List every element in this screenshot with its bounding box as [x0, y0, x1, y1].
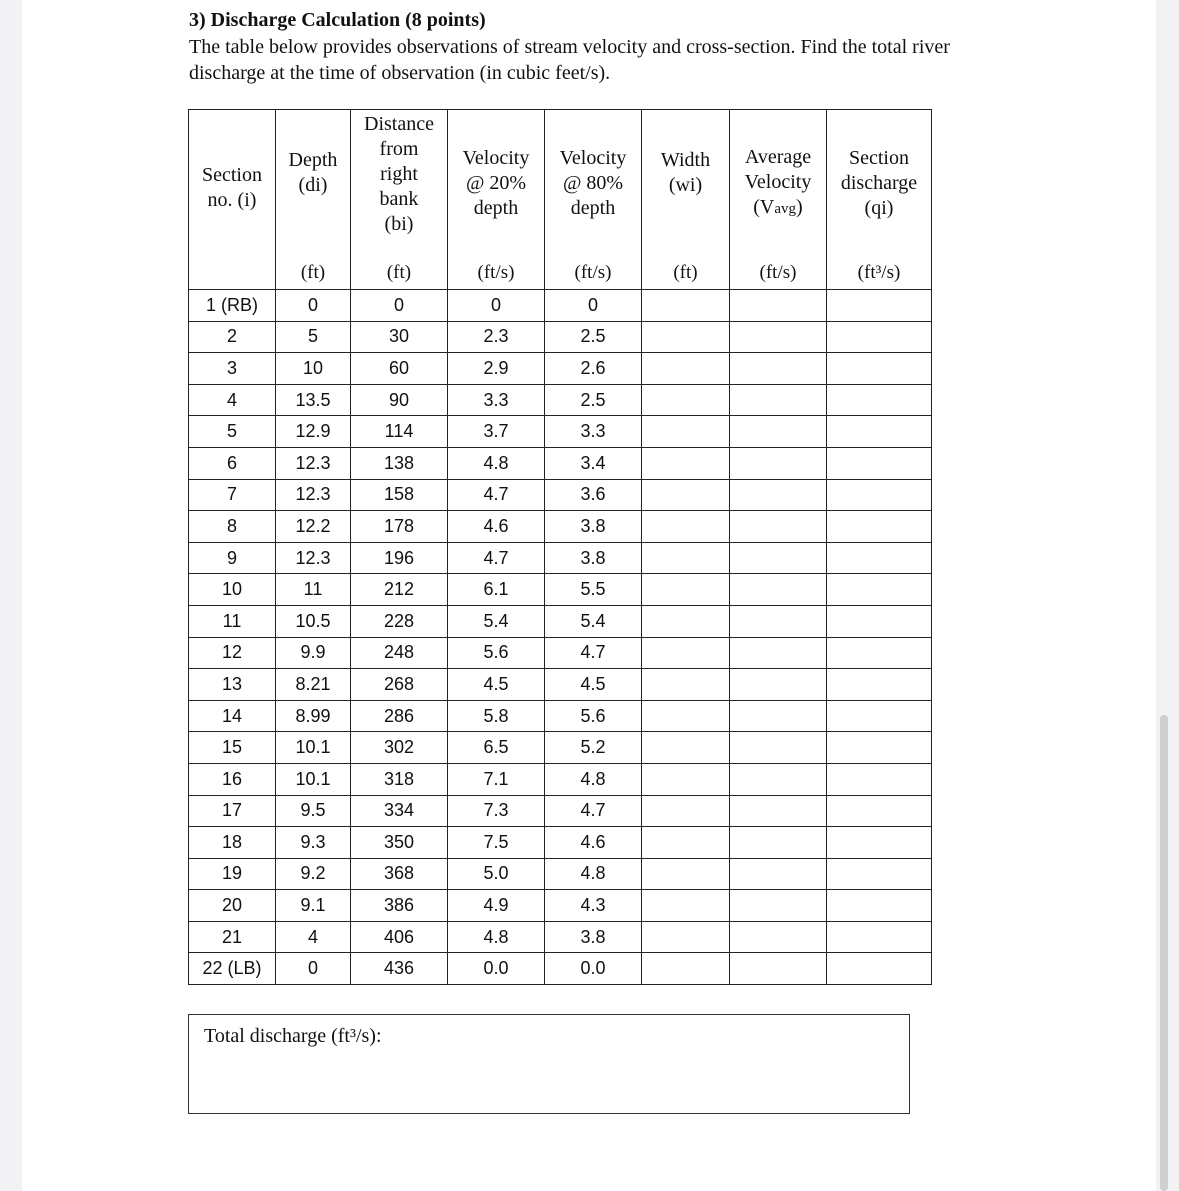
answer-cell[interactable] — [827, 574, 932, 606]
question-heading: 3) Discharge Calculation (8 points) — [189, 9, 486, 31]
table-cell: 4.8 — [545, 858, 642, 890]
table-row — [189, 542, 932, 574]
table-cell: 9.9 — [276, 637, 351, 669]
answer-cell[interactable] — [730, 858, 827, 890]
answer-cell[interactable] — [730, 763, 827, 795]
table-cell: 0 — [351, 290, 448, 322]
table-cell: 4.5 — [545, 669, 642, 701]
table-cell: 4.6 — [545, 827, 642, 859]
table-cell: 15 — [189, 732, 276, 764]
unit-cell: (ft/s) — [545, 256, 642, 290]
table-cell: 13.5 — [276, 384, 351, 416]
header-width — [642, 110, 730, 257]
table-cell: 30 — [351, 321, 448, 353]
answer-cell[interactable] — [642, 953, 730, 985]
answer-cell[interactable] — [827, 921, 932, 953]
table-cell: 22 (LB) — [189, 953, 276, 985]
table-cell: 334 — [351, 795, 448, 827]
table-cell: 10.1 — [276, 732, 351, 764]
answer-cell[interactable] — [827, 858, 932, 890]
answer-cell[interactable] — [730, 384, 827, 416]
header-section — [189, 110, 276, 257]
answer-cell[interactable] — [730, 353, 827, 385]
answer-cell[interactable] — [730, 921, 827, 953]
question-intro: The table below provides observations of stream velocity and cross-section. Find the total river discharge at the time of observation (in cubic feet/s). — [189, 36, 950, 84]
answer-cell[interactable] — [642, 858, 730, 890]
answer-cell[interactable] — [827, 542, 932, 574]
table-cell: 20 — [189, 890, 276, 922]
answer-cell[interactable] — [730, 290, 827, 322]
table-cell: 0 — [276, 290, 351, 322]
table-cell: 11 — [276, 574, 351, 606]
header-depth — [276, 110, 351, 257]
header-distance — [351, 110, 448, 257]
table-cell: 14 — [189, 700, 276, 732]
table-cell: 12.3 — [276, 479, 351, 511]
table-cell: 5.6 — [545, 700, 642, 732]
answer-cell[interactable] — [827, 732, 932, 764]
header-row — [189, 110, 932, 257]
unit-cell: (ft) — [276, 256, 351, 290]
answer-cell[interactable] — [827, 763, 932, 795]
table-row — [189, 321, 932, 353]
header-line: depth — [570, 196, 616, 219]
header-line: @ 20% — [465, 171, 527, 194]
header-line: (bi) — [384, 213, 414, 235]
table-cell: 406 — [351, 921, 448, 953]
table-cell: 2.5 — [545, 321, 642, 353]
table-cell: 2.9 — [448, 353, 545, 385]
table-cell: 12.3 — [276, 542, 351, 574]
answer-cell[interactable] — [730, 416, 827, 448]
table-row — [189, 416, 932, 448]
table-cell: 3.3 — [545, 416, 642, 448]
table-cell: 60 — [351, 353, 448, 385]
answer-cell[interactable] — [642, 542, 730, 574]
answer-cell[interactable] — [827, 321, 932, 353]
table-cell: 5.8 — [448, 700, 545, 732]
table-cell: 5.6 — [448, 637, 545, 669]
header-line: right — [380, 163, 418, 185]
table-cell: 12 — [189, 637, 276, 669]
header-line: depth — [473, 196, 519, 219]
table-cell: 3.8 — [545, 921, 642, 953]
table-cell: 5 — [276, 321, 351, 353]
table-row — [189, 574, 932, 606]
header-line: Average — [744, 145, 812, 168]
answer-cell[interactable] — [730, 795, 827, 827]
table-cell: 158 — [351, 479, 448, 511]
table-cell: 3.4 — [545, 447, 642, 479]
answer-cell[interactable] — [730, 479, 827, 511]
table-cell: 12.9 — [276, 416, 351, 448]
table-row — [189, 795, 932, 827]
answer-cell[interactable] — [642, 384, 730, 416]
table-cell: 4.9 — [448, 890, 545, 922]
table-cell: 7.5 — [448, 827, 545, 859]
answer-cell[interactable] — [642, 890, 730, 922]
table-row — [189, 637, 932, 669]
header-line: Velocity — [559, 146, 627, 169]
answer-cell[interactable] — [642, 290, 730, 322]
answer-cell[interactable] — [827, 479, 932, 511]
table-row — [189, 669, 932, 701]
table-cell: 4 — [276, 921, 351, 953]
unit-cell — [189, 256, 276, 290]
table-row — [189, 921, 932, 953]
table-cell: 9.1 — [276, 890, 351, 922]
table-cell: 4.8 — [545, 763, 642, 795]
table-row — [189, 290, 932, 322]
answer-cell[interactable] — [730, 890, 827, 922]
answer-cell[interactable] — [730, 605, 827, 637]
unit-cell: (ft) — [351, 256, 448, 290]
unit-cell: (ft/s) — [730, 256, 827, 290]
header-line: from — [379, 138, 419, 160]
table-cell: 9 — [189, 542, 276, 574]
header-line: Distance — [364, 113, 434, 135]
table-cell: 10 — [189, 574, 276, 606]
table-cell: 10 — [276, 353, 351, 385]
table-cell: 9.3 — [276, 827, 351, 859]
table-cell: 5.0 — [448, 858, 545, 890]
table-cell: 5 — [189, 416, 276, 448]
table-cell: 3.8 — [545, 542, 642, 574]
answer-cell[interactable] — [827, 384, 932, 416]
header-line: Width — [660, 149, 711, 171]
table-cell: 6 — [189, 447, 276, 479]
table-cell: 4.7 — [448, 479, 545, 511]
table-cell: 178 — [351, 511, 448, 543]
answer-cell[interactable] — [730, 732, 827, 764]
table-cell: 18 — [189, 827, 276, 859]
table-cell: 21 — [189, 921, 276, 953]
answer-cell[interactable] — [730, 700, 827, 732]
table-cell: 4.3 — [545, 890, 642, 922]
table-row — [189, 827, 932, 859]
answer-cell[interactable] — [730, 321, 827, 353]
table-cell: 16 — [189, 763, 276, 795]
table-cell: 0 — [276, 953, 351, 985]
answer-cell[interactable] — [642, 353, 730, 385]
table-cell: 350 — [351, 827, 448, 859]
header-line: bank — [379, 188, 419, 210]
table-cell: 8.21 — [276, 669, 351, 701]
answer-cell[interactable] — [730, 827, 827, 859]
answer-cell[interactable] — [730, 447, 827, 479]
answer-cell[interactable] — [827, 416, 932, 448]
header-line: (wi) — [668, 174, 703, 196]
table-row — [189, 384, 932, 416]
table-cell: 9.5 — [276, 795, 351, 827]
table-cell: 8.99 — [276, 700, 351, 732]
table-cell: 4.8 — [448, 447, 545, 479]
table-cell: 436 — [351, 953, 448, 985]
table-cell: 7.3 — [448, 795, 545, 827]
header-text: ) — [796, 195, 803, 218]
table-cell: 12.2 — [276, 511, 351, 543]
header-vel80 — [545, 110, 642, 257]
table-cell: 228 — [351, 605, 448, 637]
answer-cell[interactable] — [642, 700, 730, 732]
table-cell: 7 — [189, 479, 276, 511]
table-cell: 11 — [189, 605, 276, 637]
table-cell: 4.7 — [448, 542, 545, 574]
answer-cell[interactable] — [730, 953, 827, 985]
answer-cell[interactable] — [827, 637, 932, 669]
header-line: Section — [849, 146, 909, 169]
table-row — [189, 479, 932, 511]
table-cell: 3 — [189, 353, 276, 385]
answer-cell[interactable] — [827, 511, 932, 543]
table-cell: 3.7 — [448, 416, 545, 448]
table-cell: 1 (RB) — [189, 290, 276, 322]
table-cell: 90 — [351, 384, 448, 416]
table-cell: 2 — [189, 321, 276, 353]
table-cell: 212 — [351, 574, 448, 606]
table-cell: 4.6 — [448, 511, 545, 543]
table-cell: 17 — [189, 795, 276, 827]
answer-cell[interactable] — [827, 290, 932, 322]
answer-cell[interactable] — [642, 795, 730, 827]
header-subscript: avg — [774, 200, 797, 217]
units-row — [189, 256, 932, 290]
answer-cell[interactable] — [730, 511, 827, 543]
table-cell: 4.8 — [448, 921, 545, 953]
header-avg-velocity — [730, 110, 827, 257]
answer-cell[interactable] — [642, 637, 730, 669]
table-cell: 4.5 — [448, 669, 545, 701]
table-cell: 386 — [351, 890, 448, 922]
table-cell: 4.7 — [545, 637, 642, 669]
answer-cell[interactable] — [827, 890, 932, 922]
answer-cell[interactable] — [642, 479, 730, 511]
answer-cell[interactable] — [642, 605, 730, 637]
header-line: Depth — [288, 149, 338, 171]
table-cell: 0.0 — [545, 953, 642, 985]
table-cell: 3.6 — [545, 479, 642, 511]
answer-cell[interactable] — [642, 447, 730, 479]
header-line: (di) — [298, 174, 328, 196]
table-row — [189, 447, 932, 479]
table-row — [189, 353, 932, 385]
answer-cell[interactable] — [827, 827, 932, 859]
answer-cell[interactable] — [642, 574, 730, 606]
answer-cell[interactable] — [827, 605, 932, 637]
answer-cell[interactable] — [642, 763, 730, 795]
total-discharge-label: Total discharge (ft³/s): — [204, 1025, 382, 1047]
answer-cell[interactable] — [827, 795, 932, 827]
table-row — [189, 858, 932, 890]
table-cell: 0 — [545, 290, 642, 322]
total-discharge-box[interactable] — [188, 1014, 910, 1114]
unit-cell: (ft³/s) — [827, 256, 932, 290]
table-cell: 286 — [351, 700, 448, 732]
answer-cell[interactable] — [827, 953, 932, 985]
table-cell: 3.3 — [448, 384, 545, 416]
header-line: (qi) — [864, 196, 894, 219]
answer-cell[interactable] — [642, 921, 730, 953]
answer-cell[interactable] — [730, 637, 827, 669]
answer-cell[interactable] — [642, 511, 730, 543]
table-cell: 2.5 — [545, 384, 642, 416]
answer-cell[interactable] — [730, 542, 827, 574]
answer-cell[interactable] — [827, 669, 932, 701]
header-line: discharge — [840, 171, 918, 194]
header-text: (V — [753, 195, 775, 218]
table-row — [189, 511, 932, 543]
answer-cell[interactable] — [730, 574, 827, 606]
table-cell: 318 — [351, 763, 448, 795]
table-cell: 4 — [189, 384, 276, 416]
table-cell: 6.5 — [448, 732, 545, 764]
table-row — [189, 605, 932, 637]
table-cell: 114 — [351, 416, 448, 448]
table-cell: 302 — [351, 732, 448, 764]
table-cell: 2.6 — [545, 353, 642, 385]
table-row — [189, 732, 932, 764]
observation-table — [188, 109, 932, 985]
answer-cell[interactable] — [642, 669, 730, 701]
scrollbar[interactable] — [1160, 715, 1168, 1191]
unit-cell: (ft/s) — [448, 256, 545, 290]
header-line: Velocity — [462, 146, 530, 169]
table-cell: 19 — [189, 858, 276, 890]
unit-cell: (ft) — [642, 256, 730, 290]
header-line: no. (i) — [207, 189, 257, 211]
header-line: @ 80% — [562, 171, 624, 194]
answer-cell[interactable] — [642, 827, 730, 859]
table-cell: 368 — [351, 858, 448, 890]
answer-cell[interactable] — [730, 669, 827, 701]
table-cell: 268 — [351, 669, 448, 701]
header-line — [730, 195, 826, 222]
table-row — [189, 953, 932, 985]
table-row — [189, 763, 932, 795]
table-cell: 6.1 — [448, 574, 545, 606]
table-row — [189, 700, 932, 732]
table-cell: 138 — [351, 447, 448, 479]
table-cell: 9.2 — [276, 858, 351, 890]
table-cell: 0 — [448, 290, 545, 322]
header-section-discharge — [827, 110, 932, 257]
table-cell: 12.3 — [276, 447, 351, 479]
table-cell: 5.5 — [545, 574, 642, 606]
answer-cell[interactable] — [642, 321, 730, 353]
answer-cell[interactable] — [827, 700, 932, 732]
table-cell: 8 — [189, 511, 276, 543]
header-vel20 — [448, 110, 545, 257]
table-cell: 3.8 — [545, 511, 642, 543]
answer-cell[interactable] — [827, 447, 932, 479]
table-cell: 5.4 — [545, 605, 642, 637]
header-line: Section — [202, 164, 262, 186]
table-row — [189, 890, 932, 922]
answer-cell[interactable] — [827, 353, 932, 385]
table-cell: 2.3 — [448, 321, 545, 353]
table-cell: 0.0 — [448, 953, 545, 985]
table-cell: 10.5 — [276, 605, 351, 637]
table-cell: 7.1 — [448, 763, 545, 795]
header-line: Velocity — [744, 170, 812, 193]
table-cell: 248 — [351, 637, 448, 669]
table-cell: 13 — [189, 669, 276, 701]
table-cell: 4.7 — [545, 795, 642, 827]
table-cell: 196 — [351, 542, 448, 574]
table-cell: 10.1 — [276, 763, 351, 795]
answer-cell[interactable] — [642, 416, 730, 448]
table-cell: 5.4 — [448, 605, 545, 637]
table-cell: 5.2 — [545, 732, 642, 764]
answer-cell[interactable] — [642, 732, 730, 764]
